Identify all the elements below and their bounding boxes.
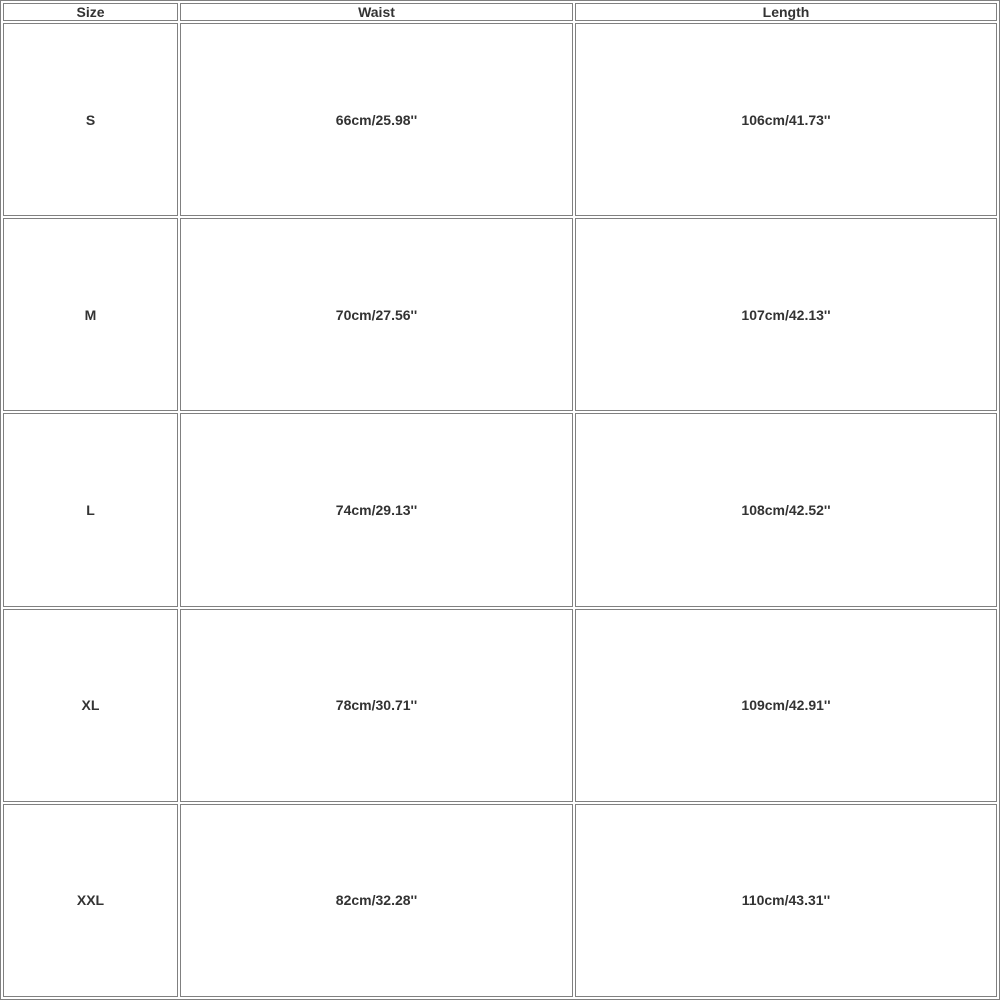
length-cell: 108cm/42.52'': [575, 413, 997, 606]
waist-cell: 78cm/30.71'': [180, 609, 573, 802]
size-cell: L: [3, 413, 178, 606]
waist-cell: 66cm/25.98'': [180, 23, 573, 216]
waist-cell: 74cm/29.13'': [180, 413, 573, 606]
size-column-header: Size: [3, 3, 178, 21]
table-row: [3, 609, 997, 802]
length-cell: 106cm/41.73'': [575, 23, 997, 216]
table-header-row: [3, 3, 997, 21]
table-row: [3, 23, 997, 216]
size-cell: XXL: [3, 804, 178, 997]
waist-column-header: Waist: [180, 3, 573, 21]
waist-cell: 82cm/32.28'': [180, 804, 573, 997]
size-cell: M: [3, 218, 178, 411]
table-row: [3, 218, 997, 411]
length-cell: 109cm/42.91'': [575, 609, 997, 802]
length-cell: 107cm/42.13'': [575, 218, 997, 411]
size-cell: S: [3, 23, 178, 216]
length-column-header: Length: [575, 3, 997, 21]
table-row: [3, 804, 997, 997]
table-row: [3, 413, 997, 606]
size-cell: XL: [3, 609, 178, 802]
length-cell: 110cm/43.31'': [575, 804, 997, 997]
waist-cell: 70cm/27.56'': [180, 218, 573, 411]
